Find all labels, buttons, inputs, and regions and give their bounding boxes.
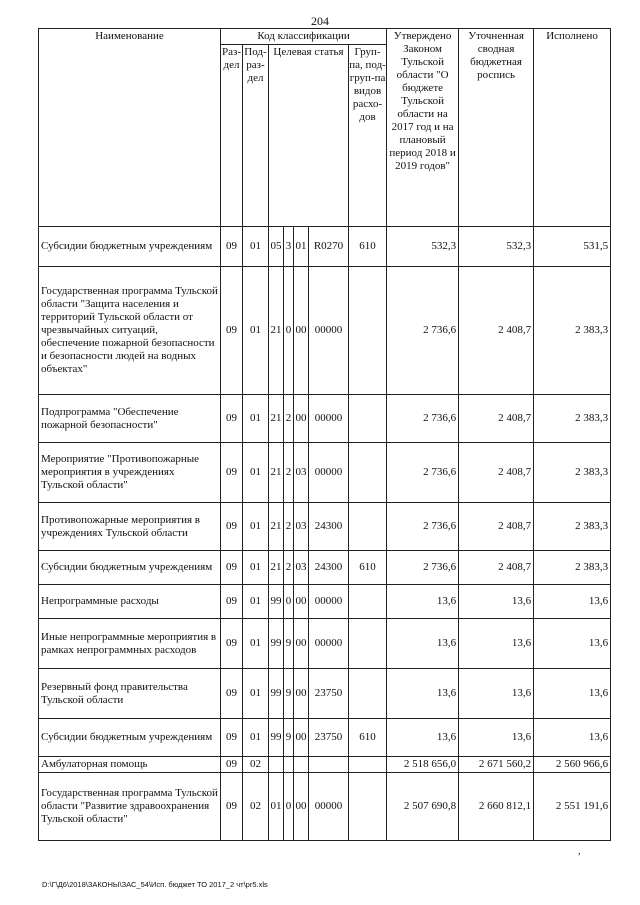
- cell-t4: 00000: [309, 443, 349, 503]
- table-body: [39, 227, 611, 841]
- cell-name: Субсидии бюджетным учреждениям: [39, 551, 221, 585]
- cell-t4: 00000: [309, 267, 349, 395]
- cell-t3: 00: [294, 719, 309, 757]
- cell-grp: 610: [349, 551, 387, 585]
- table-row: [39, 669, 611, 719]
- cell-sub: 01: [243, 719, 269, 757]
- cell-t1: [269, 757, 284, 773]
- cell-t3: 00: [294, 585, 309, 619]
- cell-sec: 09: [221, 585, 243, 619]
- cell-refined: 2 408,7: [459, 395, 534, 443]
- cell-name: Подпрограмма "Обеспечение пожарной безопасности": [39, 395, 221, 443]
- cell-t2: [284, 757, 294, 773]
- cell-name: Непрограммные расходы: [39, 585, 221, 619]
- cell-sec: 09: [221, 227, 243, 267]
- cell-sec: 09: [221, 669, 243, 719]
- table-row: [39, 585, 611, 619]
- cell-t2: 0: [284, 585, 294, 619]
- cell-grp: [349, 267, 387, 395]
- header-name: Наименование: [39, 29, 221, 227]
- cell-sec: 09: [221, 443, 243, 503]
- cell-approved: 13,6: [387, 585, 459, 619]
- cell-t1: 21: [269, 267, 284, 395]
- cell-t1: 21: [269, 551, 284, 585]
- cell-name: Мероприятие "Противопожарные мероприятия в учреждениях Тульской области": [39, 443, 221, 503]
- header-subsection: Под-раз-дел: [243, 45, 269, 227]
- cell-sec: 09: [221, 395, 243, 443]
- cell-grp: [349, 757, 387, 773]
- cell-grp: [349, 503, 387, 551]
- cell-sub: 01: [243, 503, 269, 551]
- cell-sec: 09: [221, 503, 243, 551]
- cell-grp: [349, 669, 387, 719]
- cell-t1: 99: [269, 619, 284, 669]
- cell-t2: 0: [284, 773, 294, 841]
- cell-t4: 00000: [309, 619, 349, 669]
- cell-executed: 2 383,3: [534, 267, 611, 395]
- budget-table: [38, 28, 611, 841]
- cell-sub: 01: [243, 227, 269, 267]
- cell-executed: 2 383,3: [534, 503, 611, 551]
- cell-executed: 2 560 966,6: [534, 757, 611, 773]
- cell-t2: 2: [284, 503, 294, 551]
- cell-t2: 2: [284, 443, 294, 503]
- cell-refined: 13,6: [459, 619, 534, 669]
- cell-grp: [349, 395, 387, 443]
- cell-refined: 532,3: [459, 227, 534, 267]
- cell-grp: [349, 585, 387, 619]
- cell-t4: 23750: [309, 669, 349, 719]
- cell-sub: 01: [243, 551, 269, 585]
- cell-t3: [294, 757, 309, 773]
- cell-t1: 21: [269, 503, 284, 551]
- cell-executed: 2 383,3: [534, 443, 611, 503]
- table-row: [39, 757, 611, 773]
- page-number: 204: [311, 14, 329, 28]
- cell-executed: 2 383,3: [534, 395, 611, 443]
- cell-refined: 13,6: [459, 585, 534, 619]
- cell-t4: 23750: [309, 719, 349, 757]
- table-row: [39, 619, 611, 669]
- cell-refined: 2 408,7: [459, 267, 534, 395]
- cell-t3: 00: [294, 619, 309, 669]
- cell-sec: 09: [221, 619, 243, 669]
- cell-name: Субсидии бюджетным учреждениям: [39, 227, 221, 267]
- cell-sec: 09: [221, 267, 243, 395]
- cell-executed: 2 551 191,6: [534, 773, 611, 841]
- table-row: [39, 227, 611, 267]
- cell-t4: [309, 757, 349, 773]
- table-row: [39, 551, 611, 585]
- cell-name: Амбулаторная помощь: [39, 757, 221, 773]
- cell-approved: 2 507 690,8: [387, 773, 459, 841]
- header-executed: Исполнено: [534, 29, 611, 227]
- cell-approved: 13,6: [387, 619, 459, 669]
- cell-refined: 13,6: [459, 719, 534, 757]
- cell-t2: 0: [284, 267, 294, 395]
- cell-refined: 2 408,7: [459, 443, 534, 503]
- cell-sub: 01: [243, 395, 269, 443]
- cell-sub: 02: [243, 757, 269, 773]
- cell-t4: 00000: [309, 773, 349, 841]
- cell-sec: 09: [221, 773, 243, 841]
- cell-name: Государственная программа Тульской области "Развитие здравоохранения Тульской области": [39, 773, 221, 841]
- cell-refined: 2 671 560,2: [459, 757, 534, 773]
- cell-grp: 610: [349, 719, 387, 757]
- table-row: [39, 773, 611, 841]
- cell-t1: 05: [269, 227, 284, 267]
- cell-sub: 01: [243, 443, 269, 503]
- cell-t2: 2: [284, 551, 294, 585]
- cell-sub: 01: [243, 669, 269, 719]
- cell-name: Противопожарные мероприятия в учреждениях Тульской области: [39, 503, 221, 551]
- cell-sec: 09: [221, 551, 243, 585]
- cell-refined: 2 408,7: [459, 551, 534, 585]
- cell-t2: 9: [284, 719, 294, 757]
- cell-t1: 01: [269, 773, 284, 841]
- cell-executed: 531,5: [534, 227, 611, 267]
- cell-t1: 99: [269, 669, 284, 719]
- corner-mark: ,: [578, 846, 581, 857]
- cell-grp: [349, 619, 387, 669]
- cell-t2: 2: [284, 395, 294, 443]
- cell-t1: 21: [269, 395, 284, 443]
- cell-approved: 2 518 656,0: [387, 757, 459, 773]
- cell-t4: 00000: [309, 585, 349, 619]
- cell-sub: 01: [243, 619, 269, 669]
- cell-name: Иные непрограммные мероприятия в рамках непрограммных расходов: [39, 619, 221, 669]
- cell-executed: 13,6: [534, 585, 611, 619]
- cell-t1: 99: [269, 585, 284, 619]
- cell-executed: 13,6: [534, 669, 611, 719]
- cell-approved: 13,6: [387, 719, 459, 757]
- cell-t3: 03: [294, 503, 309, 551]
- cell-approved: 2 736,6: [387, 503, 459, 551]
- cell-t4: 24300: [309, 503, 349, 551]
- cell-t4: R0270: [309, 227, 349, 267]
- cell-executed: 13,6: [534, 619, 611, 669]
- cell-t3: 00: [294, 773, 309, 841]
- header-code-group: Код классификации: [221, 29, 387, 45]
- table-row: [39, 719, 611, 757]
- cell-name: Резервный фонд правительства Тульской области: [39, 669, 221, 719]
- cell-approved: 532,3: [387, 227, 459, 267]
- table-row: [39, 503, 611, 551]
- cell-approved: 2 736,6: [387, 267, 459, 395]
- header-group: Груп-па, под-груп-па видов расхо-дов: [349, 45, 387, 227]
- cell-grp: [349, 443, 387, 503]
- footer-file-path: D:\Г\Д6\2018\ЗАКОНЫ\ЗАС_54\Исп. бюджет ТО 2017_2 чт\pr5.xls: [42, 880, 268, 889]
- cell-sub: 02: [243, 773, 269, 841]
- cell-refined: 2 660 812,1: [459, 773, 534, 841]
- cell-sec: 09: [221, 757, 243, 773]
- cell-sub: 01: [243, 585, 269, 619]
- table-row: [39, 443, 611, 503]
- header-section: Раз-дел: [221, 45, 243, 227]
- cell-t1: 99: [269, 719, 284, 757]
- cell-refined: 2 408,7: [459, 503, 534, 551]
- cell-grp: [349, 773, 387, 841]
- cell-executed: 2 383,3: [534, 551, 611, 585]
- header-target: Целевая статья: [269, 45, 349, 227]
- cell-t3: 01: [294, 227, 309, 267]
- header-approved: Утверждено Законом Тульской области "О бюджете Тульской области на 2017 год и на плановый период 2018 и 2019 годов": [387, 29, 459, 227]
- header-refined: Уточненная сводная бюджетная роспись: [459, 29, 534, 227]
- table-row: [39, 395, 611, 443]
- cell-executed: 13,6: [534, 719, 611, 757]
- cell-t2: 9: [284, 669, 294, 719]
- table-row: [39, 267, 611, 395]
- cell-t3: 03: [294, 551, 309, 585]
- cell-sub: 01: [243, 267, 269, 395]
- cell-t1: 21: [269, 443, 284, 503]
- cell-t3: 00: [294, 669, 309, 719]
- cell-t2: 3: [284, 227, 294, 267]
- cell-t4: 24300: [309, 551, 349, 585]
- cell-sec: 09: [221, 719, 243, 757]
- cell-refined: 13,6: [459, 669, 534, 719]
- cell-name: Субсидии бюджетным учреждениям: [39, 719, 221, 757]
- cell-t4: 00000: [309, 395, 349, 443]
- cell-t3: 00: [294, 395, 309, 443]
- cell-t3: 03: [294, 443, 309, 503]
- cell-approved: 2 736,6: [387, 551, 459, 585]
- cell-t3: 00: [294, 267, 309, 395]
- cell-name: Государственная программа Тульской области "Защита населения и территорий Тульской области от чрезвычайных ситуаций, обеспечение пожарной безопасности и безопасности людей на водных объектах": [39, 267, 221, 395]
- cell-approved: 13,6: [387, 669, 459, 719]
- cell-approved: 2 736,6: [387, 443, 459, 503]
- cell-grp: 610: [349, 227, 387, 267]
- cell-t2: 9: [284, 619, 294, 669]
- cell-approved: 2 736,6: [387, 395, 459, 443]
